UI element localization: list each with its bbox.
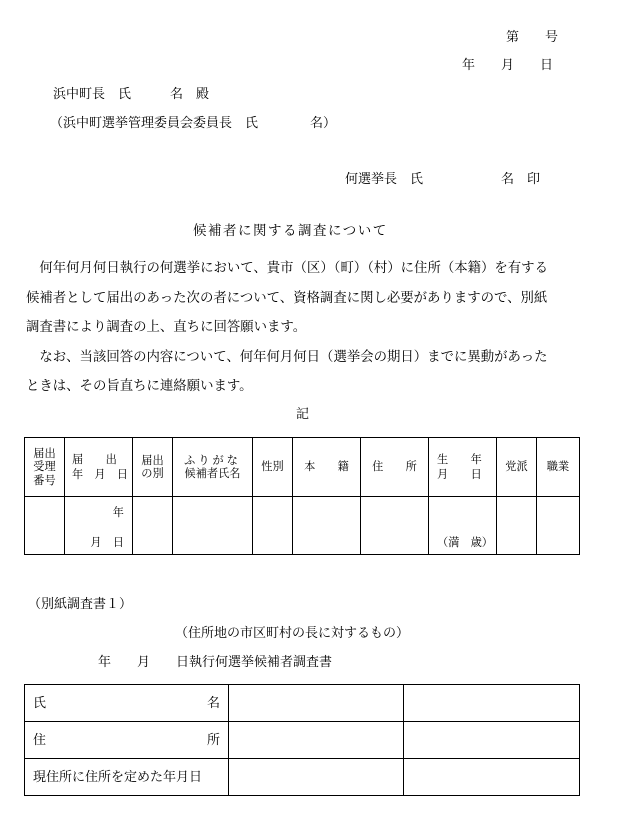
header-birthdate — [429, 438, 497, 497]
cell-gender — [253, 497, 293, 555]
cell-address — [361, 497, 429, 555]
body-text — [26, 254, 596, 402]
label-left: 氏 — [33, 696, 47, 711]
header-text: 年 月 日 — [72, 467, 128, 481]
annex-title: 年 月 日執行何選挙候補者調査書 — [98, 655, 333, 670]
header-text: 届出 — [33, 446, 56, 460]
addressee-alt-line: （浜中町選挙管理委員会委員長 氏 名） — [50, 116, 337, 131]
label-cell-name — [25, 685, 229, 722]
body-line: ときは、その旨直ちに連絡願います。 — [26, 379, 253, 394]
header-text: 生 年 — [437, 453, 482, 466]
annex-subtitle: （住所地の市区町村の長に対するもの） — [175, 626, 410, 641]
header-filed-date — [65, 438, 133, 497]
table-row — [25, 722, 580, 759]
header-receipt-no — [25, 438, 65, 497]
cell-birthdate — [429, 497, 497, 555]
label-cell-address — [25, 722, 229, 759]
header-filing-type — [133, 438, 173, 497]
header-text: 番号 — [33, 473, 56, 487]
table-row — [25, 497, 580, 555]
cell-year-label: 年 — [112, 506, 124, 519]
header-occupation: 職業 — [537, 438, 580, 497]
table-row — [25, 759, 580, 796]
header-address: 住 所 — [361, 438, 429, 497]
ki-mark: 記 — [296, 407, 310, 422]
header-text: の別 — [141, 467, 164, 480]
table-header-row — [25, 438, 580, 497]
body-line: 何年何月何日執行の何選挙において、貴市（区）（町）（村）に住所（本籍）を有する — [26, 261, 548, 276]
label-cell-residence-date — [25, 759, 229, 796]
candidate-table — [24, 437, 580, 555]
body-line: 候補者として届出のあった次の者について、資格調査に関し必要がありますので、別紙 — [26, 290, 548, 306]
value-cell — [404, 722, 580, 759]
cell-occupation — [537, 497, 580, 555]
table-row — [25, 685, 580, 722]
value-cell — [229, 722, 404, 759]
body-line: 調査書により調査の上、直ちに回答願います。 — [26, 320, 307, 335]
value-cell — [404, 759, 580, 796]
header-text: 受理 — [33, 460, 56, 474]
value-cell — [229, 759, 404, 796]
cell-party — [497, 497, 537, 555]
header-party: 党派 — [497, 438, 537, 497]
value-cell — [229, 685, 404, 722]
cell-receipt-no — [25, 497, 65, 555]
addressee-line: 浜中町長 氏 名 殿 — [53, 87, 210, 102]
header-candidate-name — [173, 438, 253, 497]
survey-table — [24, 684, 580, 796]
header-text: 届出 — [141, 453, 164, 467]
label-right: 名 — [206, 696, 220, 711]
header-text: 届 出 — [72, 453, 117, 466]
cell-month-day-label: 月 日 — [90, 536, 124, 549]
header-text: ふりがな — [184, 453, 241, 467]
header-gender: 性別 — [253, 438, 293, 497]
cell-filing-type — [133, 497, 173, 555]
label-right: 所 — [206, 733, 220, 748]
document-number: 第 号 — [506, 30, 559, 45]
cell-age-label: （満 歳） — [437, 536, 493, 549]
header-text: 候補者氏名 — [184, 467, 241, 480]
label-left: 現住所に住所を定めた年月日 — [33, 770, 203, 785]
cell-filed-date — [65, 497, 133, 555]
label-left: 住 — [33, 733, 47, 748]
header-text: 月 日 — [437, 467, 482, 481]
value-cell — [404, 685, 580, 722]
body-line: なお、当該回答の内容について、何年何月何日（選挙会の期日）までに異動があった — [26, 349, 548, 365]
sender-line: 何選挙長 氏 名 印 — [345, 172, 541, 187]
cell-candidate-name — [173, 497, 253, 555]
document-date: 年 月 日 — [462, 58, 554, 73]
annex-label: （別紙調査書１） — [28, 597, 133, 612]
cell-honseki — [293, 497, 361, 555]
document-title: 候補者に関する調査について — [193, 223, 388, 239]
header-honseki: 本 籍 — [293, 438, 361, 497]
